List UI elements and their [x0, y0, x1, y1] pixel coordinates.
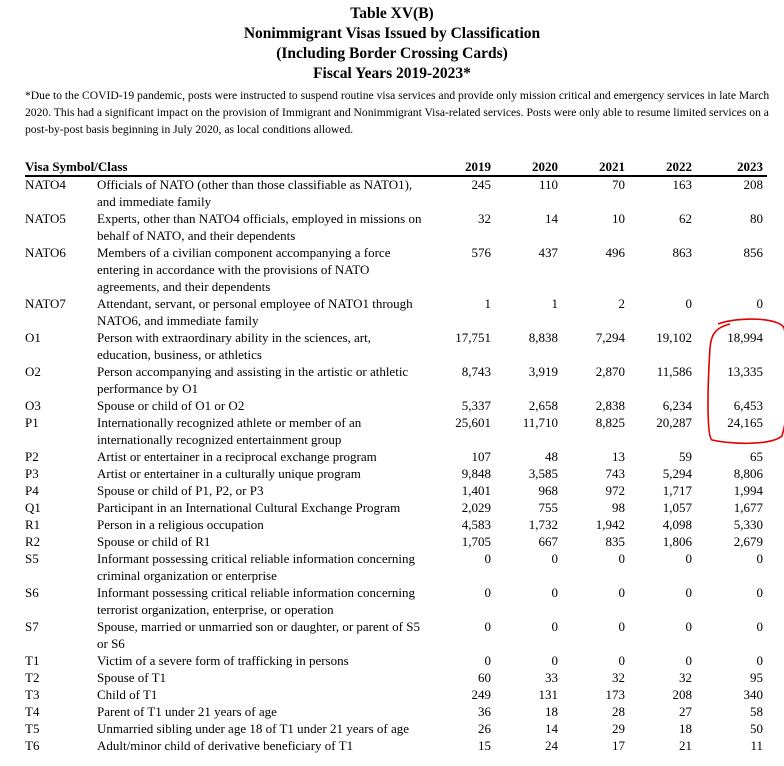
- visa-count: 14: [545, 211, 558, 226]
- visa-count: 208: [672, 687, 692, 702]
- visa-description: Person accompanying and assisting in the artistic or athletic performance by O1: [97, 364, 409, 396]
- visa-count: 95: [750, 670, 763, 685]
- visa-count: 0: [484, 585, 491, 600]
- visa-count: 18: [545, 704, 558, 719]
- visa-count: 80: [750, 211, 763, 226]
- visa-count: 2,679: [733, 534, 763, 549]
- visa-count: 0: [685, 619, 692, 634]
- year-header: 2020: [532, 159, 558, 174]
- visa-count: 1,994: [733, 483, 763, 498]
- visa-description: Officials of NATO (other than those classifiable as NATO1), and immediate family: [97, 177, 413, 209]
- fiscal-years: Fiscal Years 2019-2023*: [313, 65, 471, 82]
- visa-count: 173: [605, 687, 625, 702]
- visa-count: 10: [612, 211, 625, 226]
- visa-count: 18: [679, 721, 692, 736]
- visa-count: 25,601: [455, 415, 491, 430]
- visa-count: 59: [679, 449, 692, 464]
- visa-symbol: P4: [25, 483, 39, 498]
- visa-symbol: O2: [25, 364, 41, 379]
- visa-count: 6,234: [662, 398, 692, 413]
- visa-symbol: T5: [25, 721, 40, 736]
- visa-description: Unmarried sibling under age 18 of T1 under 21 years of age: [97, 721, 410, 736]
- table-row: [0, 720, 784, 737]
- visa-count: 33: [545, 670, 558, 685]
- visa-count: 65: [750, 449, 763, 464]
- visa-count: 0: [756, 619, 763, 634]
- visa-count: 249: [471, 687, 491, 702]
- table-row: [0, 329, 784, 363]
- visa-count: 17: [612, 738, 625, 753]
- visa-description: Members of a civilian component accompanying a force entering in accordance with the provisions of NATO agreements, and their dependents: [97, 245, 391, 294]
- visa-description: Experts, other than NATO4 officials, employed in missions on behalf of NATO, and their dependents: [97, 211, 422, 243]
- visa-count: 968: [538, 483, 558, 498]
- visa-description: Parent of T1 under 21 years of age: [97, 704, 277, 719]
- visa-description: Spouse or child of O1 or O2: [97, 398, 245, 413]
- visa-count: 0: [685, 585, 692, 600]
- visa-count: 2,658: [528, 398, 558, 413]
- visa-count: 107: [471, 449, 491, 464]
- visa-symbol: NATO4: [25, 177, 66, 192]
- year-header: 2019: [465, 159, 491, 174]
- visa-symbol: Q1: [25, 500, 41, 515]
- visa-description: Informant possessing critical reliable information concerning criminal organization or enterprise: [97, 551, 416, 583]
- visa-count: 1,057: [662, 500, 692, 515]
- table-row: [0, 584, 784, 618]
- visa-count: 4,583: [461, 517, 491, 532]
- table-title: Nonimmigrant Visas Issued by Classification: [243, 25, 541, 42]
- visa-count: 0: [618, 551, 625, 566]
- table-number: Table XV(B): [350, 5, 434, 22]
- table-row: [0, 516, 784, 533]
- visa-count: 835: [605, 534, 625, 549]
- visa-symbol: T6: [25, 738, 40, 753]
- visa-description: Person in a religious occupation: [97, 517, 264, 532]
- year-header: 2023: [737, 159, 763, 174]
- visa-count: 0: [484, 653, 491, 668]
- table-subtitle: (Including Border Crossing Cards): [276, 45, 508, 62]
- visa-count: 863: [672, 245, 692, 260]
- visa-count: 1: [484, 296, 491, 311]
- year-header: 2022: [666, 159, 692, 174]
- visa-symbol: O3: [25, 398, 41, 413]
- visa-count: 13: [612, 449, 625, 464]
- visa-count: 0: [484, 619, 491, 634]
- table-row: [0, 414, 784, 448]
- visa-count: 2: [618, 296, 625, 311]
- visa-count: 17,751: [455, 330, 491, 345]
- visa-count: 208: [743, 177, 763, 192]
- visa-count: 2,870: [595, 364, 625, 379]
- visa-count: 32: [478, 211, 491, 226]
- visa-count: 5,337: [461, 398, 491, 413]
- visa-symbol: NATO7: [25, 296, 66, 311]
- visa-description: Spouse or child of R1: [97, 534, 211, 549]
- table-row: [0, 210, 784, 244]
- visa-count: 21: [679, 738, 692, 753]
- visa-count: 58: [750, 704, 763, 719]
- visa-count: 18,994: [727, 330, 763, 345]
- visa-count: 3,919: [528, 364, 558, 379]
- table-row: [0, 669, 784, 686]
- visa-count: 32: [612, 670, 625, 685]
- visa-count: 0: [756, 585, 763, 600]
- visa-description: Artist or entertainer in a culturally unique program: [97, 466, 361, 481]
- visa-count: 1: [551, 296, 558, 311]
- visa-count: 1,732: [528, 517, 558, 532]
- visa-description: Participant in an International Cultural Exchange Program: [97, 500, 401, 515]
- table-row: [0, 686, 784, 703]
- covid-footnote: *Due to the COVID-19 pandemic, posts were instructed to suspend routine visa services and provide only mission critical and emergency services in late March 2020. This had a significant impact on the provision of Immigrant and Nonimmigrant Visa-related services. Posts were only able to resume limited services on a post-by-post basis beginning in July 2020, as local conditions allowed.: [25, 89, 770, 136]
- visa-count: 19,102: [656, 330, 692, 345]
- visa-count: 8,825: [595, 415, 625, 430]
- visa-count: 7,294: [595, 330, 625, 345]
- visa-count: 0: [618, 585, 625, 600]
- visa-count: 1,677: [733, 500, 763, 515]
- visa-count: 0: [756, 551, 763, 566]
- visa-count: 11,710: [522, 415, 558, 430]
- visa-description: Internationally recognized athlete or member of an internationally recognized entertainment group: [97, 415, 362, 447]
- visa-count: 62: [679, 211, 692, 226]
- visa-symbol: S7: [25, 619, 39, 634]
- table-row: [0, 397, 784, 414]
- visa-description: Child of T1: [97, 687, 158, 702]
- visa-count: 15: [478, 738, 491, 753]
- visa-symbol: S6: [25, 585, 39, 600]
- visa-count: 0: [685, 551, 692, 566]
- table-title-block: [0, 4, 784, 84]
- table-row: [0, 499, 784, 516]
- visa-count: 437: [538, 245, 558, 260]
- visa-count: 36: [478, 704, 491, 719]
- visa-count: 60: [478, 670, 491, 685]
- table-row: [0, 703, 784, 720]
- visa-count: 50: [750, 721, 763, 736]
- table-row: [0, 244, 784, 295]
- visa-count: 24: [545, 738, 558, 753]
- visa-description: Informant possessing critical reliable information concerning terrorist organization, enterprise, or operation: [97, 585, 416, 617]
- visa-description: Spouse or child of P1, P2, or P3: [97, 483, 264, 498]
- visa-count: 6,453: [733, 398, 763, 413]
- visa-count: 29: [612, 721, 625, 736]
- visa-count: 0: [551, 653, 558, 668]
- visa-count: 496: [605, 245, 625, 260]
- visa-description: Attendant, servant, or personal employee of NATO1 through NATO6, and immediate family: [97, 296, 413, 328]
- visa-symbol: P3: [25, 466, 39, 481]
- visa-count: 5,294: [662, 466, 692, 481]
- visa-count: 131: [538, 687, 558, 702]
- visa-count: 8,743: [461, 364, 491, 379]
- visa-count: 0: [618, 653, 625, 668]
- visa-table-body: [0, 176, 784, 754]
- visa-count: 1,717: [662, 483, 692, 498]
- visa-count: 0: [685, 296, 692, 311]
- visa-class-header: Visa Symbol/Class: [25, 159, 128, 174]
- visa-count: 245: [471, 177, 491, 192]
- visa-count: 2,838: [595, 398, 625, 413]
- visa-count: 13,335: [727, 364, 763, 379]
- table-row: [0, 295, 784, 329]
- visa-symbol: NATO5: [25, 211, 66, 226]
- visa-count: 0: [484, 551, 491, 566]
- table-row: [0, 618, 784, 652]
- visa-symbol: T3: [25, 687, 40, 702]
- visa-count: 1,401: [461, 483, 491, 498]
- visa-count: 14: [545, 721, 558, 736]
- visa-count: 667: [538, 534, 558, 549]
- table-header: [25, 159, 767, 177]
- visa-count: 3,585: [528, 466, 558, 481]
- visa-count: 1,806: [662, 534, 692, 549]
- visa-symbol: R1: [25, 517, 41, 532]
- visa-count: 48: [545, 449, 558, 464]
- visa-count: 0: [551, 551, 558, 566]
- table-row: [0, 737, 784, 754]
- visa-count: 743: [605, 466, 625, 481]
- visa-description: Spouse of T1: [97, 670, 167, 685]
- table-row: [0, 550, 784, 584]
- visa-count: 0: [756, 653, 763, 668]
- visa-count: 26: [478, 721, 491, 736]
- visa-count: 8,838: [528, 330, 558, 345]
- visa-count: 11: [750, 738, 763, 753]
- visa-count: 70: [612, 177, 625, 192]
- visa-count: 5,330: [733, 517, 763, 532]
- table-row: [0, 448, 784, 465]
- visa-description: Person with extraordinary ability in the sciences, art, education, business, or athletics: [97, 330, 372, 362]
- visa-count: 110: [538, 177, 558, 192]
- visa-symbol: S5: [25, 551, 39, 566]
- visa-count: 2,029: [461, 500, 491, 515]
- visa-count: 0: [685, 653, 692, 668]
- visa-count: 20,287: [656, 415, 692, 430]
- visa-symbol: T4: [25, 704, 40, 719]
- visa-count: 27: [679, 704, 692, 719]
- visa-count: 755: [538, 500, 558, 515]
- visa-count: 340: [743, 687, 763, 702]
- visa-count: 576: [471, 245, 491, 260]
- visa-count: 163: [672, 177, 692, 192]
- table-row: [0, 482, 784, 499]
- visa-symbol: T2: [25, 670, 40, 685]
- visa-count: 24,165: [727, 415, 763, 430]
- visa-description: Adult/minor child of derivative beneficiary of T1: [97, 738, 354, 753]
- visa-symbol: O1: [25, 330, 41, 345]
- visa-symbol: R2: [25, 534, 41, 549]
- visa-count: 4,098: [662, 517, 692, 532]
- visa-symbol: P1: [25, 415, 39, 430]
- visa-count: 98: [612, 500, 625, 515]
- visa-description: Spouse, married or unmarried son or daughter, or parent of S5 or S6: [97, 619, 420, 651]
- visa-count: 1,705: [461, 534, 491, 549]
- table-row: [0, 465, 784, 482]
- visa-count: 32: [679, 670, 692, 685]
- visa-count: 8,806: [733, 466, 763, 481]
- visa-count: 28: [612, 704, 625, 719]
- visa-description: Victim of a severe form of trafficking in persons: [97, 653, 349, 668]
- visa-symbol: T1: [25, 653, 40, 668]
- visa-count: 972: [605, 483, 625, 498]
- visa-count: 1,942: [595, 517, 625, 532]
- visa-count: 9,848: [461, 466, 491, 481]
- visa-symbol: P2: [25, 449, 39, 464]
- table-row: [0, 363, 784, 397]
- visa-symbol: NATO6: [25, 245, 66, 260]
- visa-count: 0: [551, 619, 558, 634]
- table-row: [0, 533, 784, 550]
- visa-count: 0: [618, 619, 625, 634]
- year-header: 2021: [599, 159, 625, 174]
- visa-count: 856: [743, 245, 763, 260]
- visa-description: Artist or entertainer in a reciprocal exchange program: [97, 449, 377, 464]
- table-row: [0, 176, 784, 210]
- visa-count: 0: [551, 585, 558, 600]
- visa-count: 0: [756, 296, 763, 311]
- visa-count: 11,586: [656, 364, 692, 379]
- table-row: [0, 652, 784, 669]
